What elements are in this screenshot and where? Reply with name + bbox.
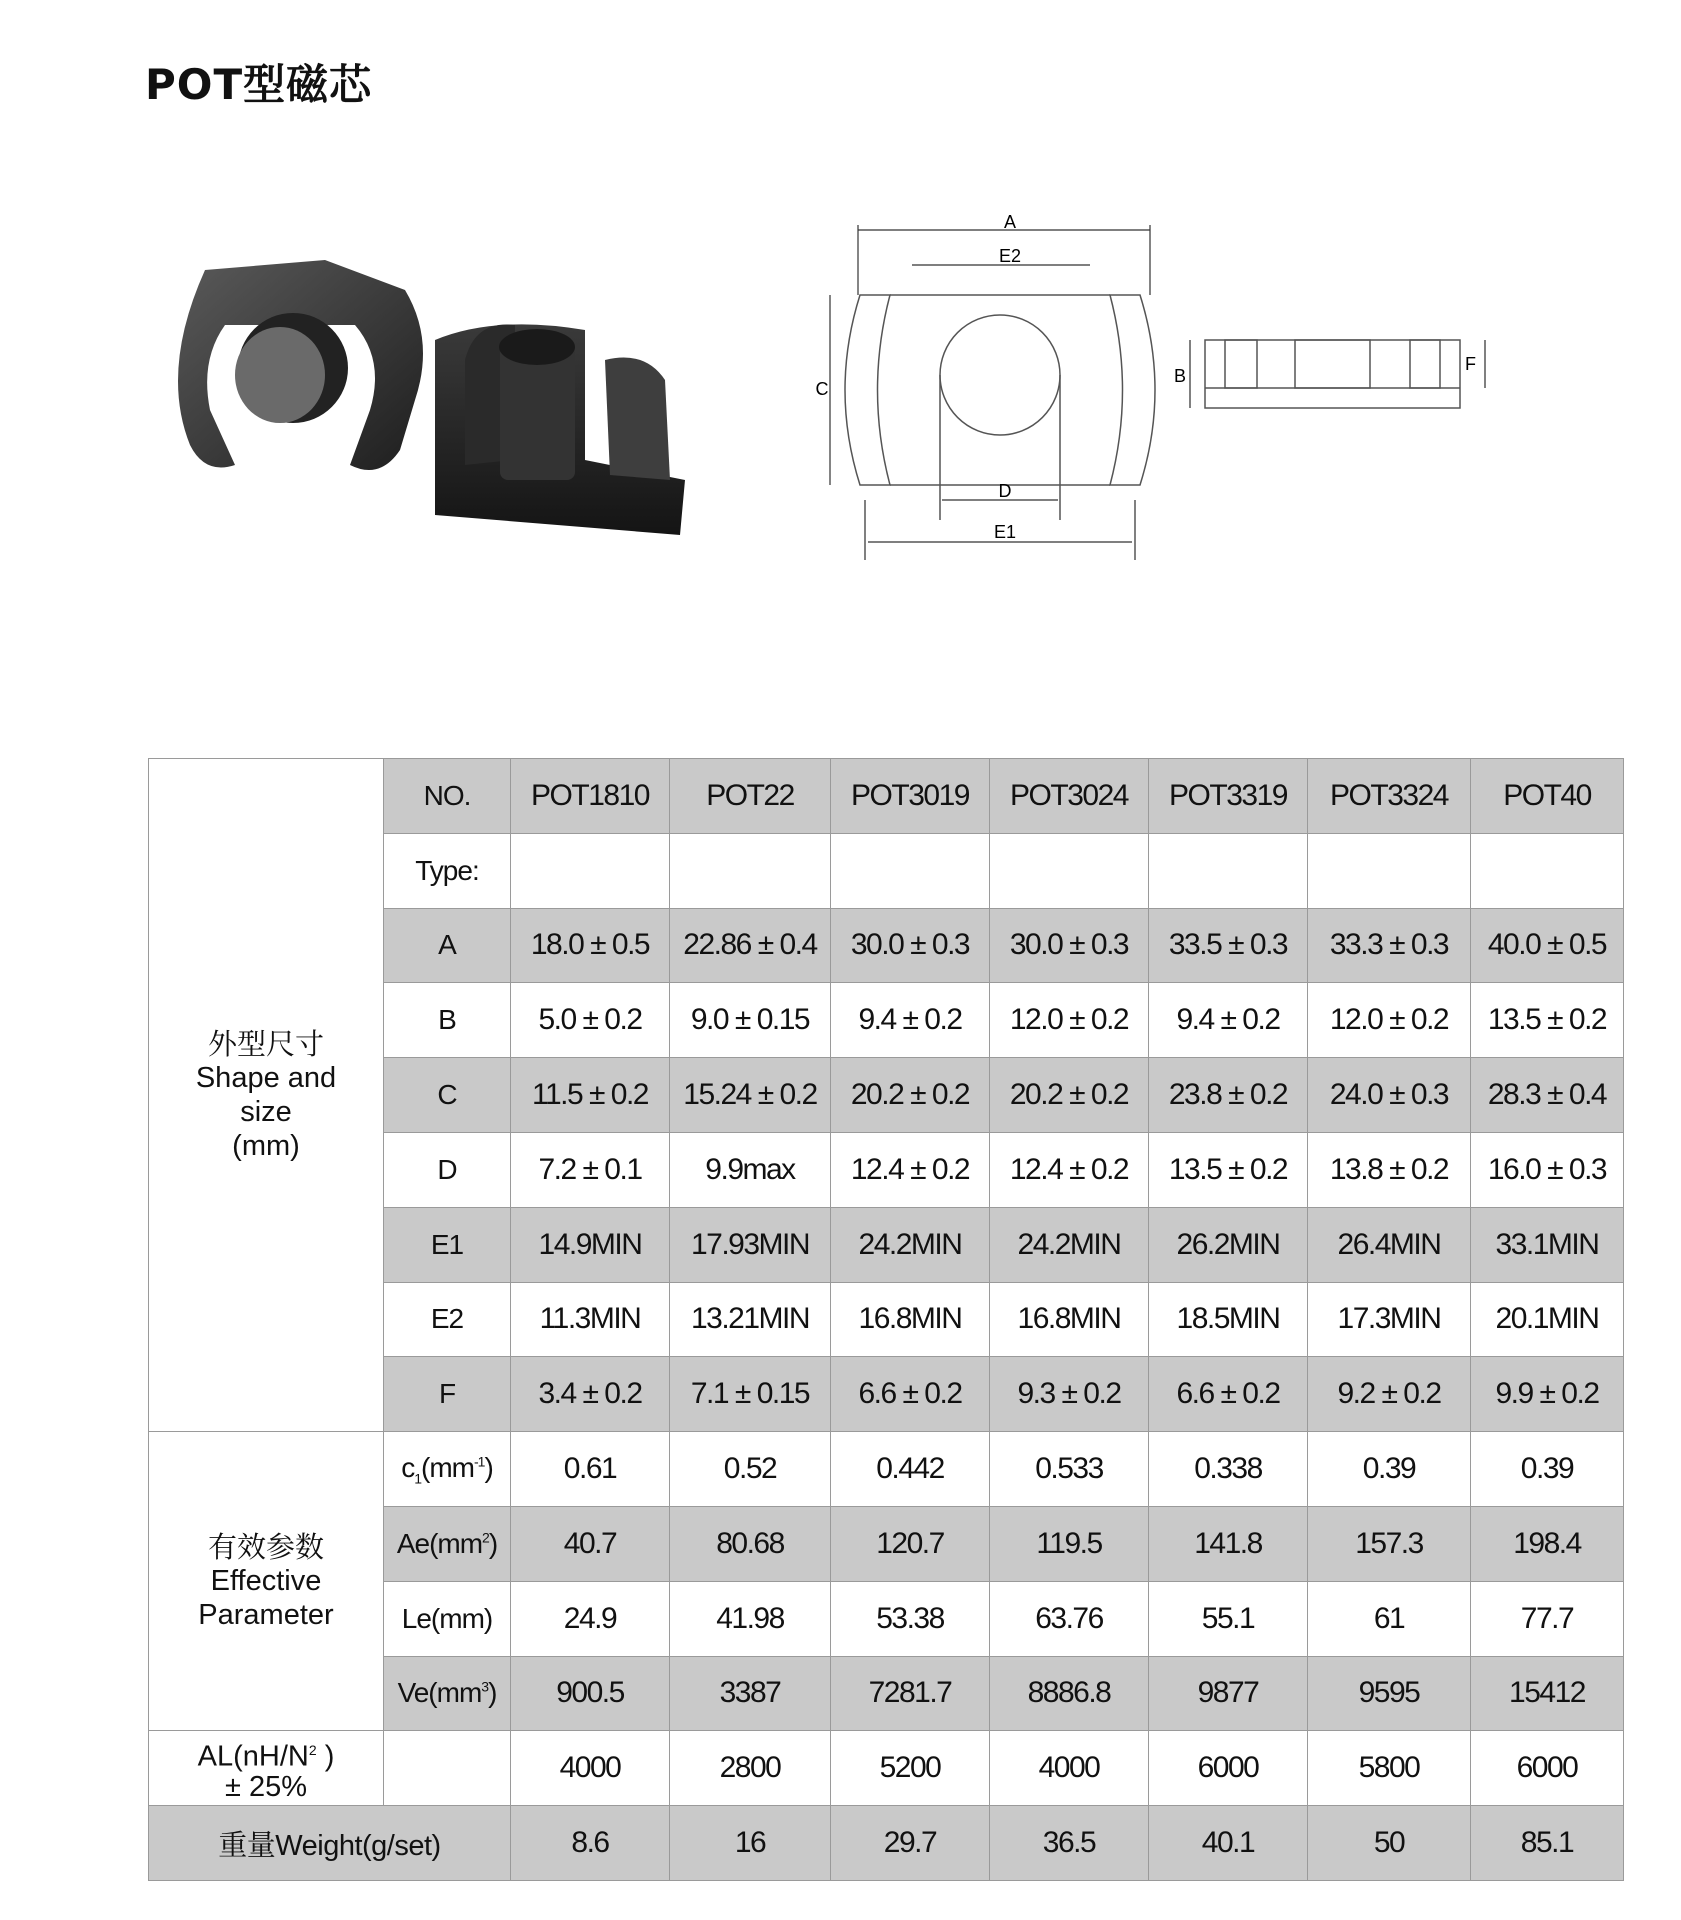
- value-cell: 11.5 ± 0.2: [511, 1058, 670, 1133]
- value-cell: 26.2MIN: [1149, 1207, 1308, 1282]
- value-cell: 119.5: [990, 1506, 1149, 1581]
- dim-label-d: D: [998, 481, 1012, 501]
- value-cell: 20.2 ± 0.2: [831, 1058, 990, 1133]
- dim-label-e2: E2: [998, 246, 1022, 266]
- value-cell: 9.4 ± 0.2: [1149, 983, 1308, 1058]
- value-cell: 77.7: [1471, 1581, 1624, 1656]
- value-cell: 9.4 ± 0.2: [831, 983, 990, 1058]
- value-cell: 7281.7: [831, 1656, 990, 1731]
- value-cell: 30.0 ± 0.3: [831, 908, 990, 983]
- value-cell: 16: [670, 1806, 831, 1881]
- value-cell: 0.533: [990, 1432, 1149, 1507]
- value-cell: 4000: [511, 1731, 670, 1806]
- value-cell: 8886.8: [990, 1656, 1149, 1731]
- value-cell: 8.6: [511, 1806, 670, 1881]
- value-cell: 6.6 ± 0.2: [1149, 1357, 1308, 1432]
- value-cell: 20.2 ± 0.2: [990, 1058, 1149, 1133]
- value-cell: 7.2 ± 0.1: [511, 1132, 670, 1207]
- value-cell: 12.0 ± 0.2: [1308, 983, 1471, 1058]
- type-cell: [1471, 833, 1624, 908]
- dim-label-f: F: [1465, 354, 1476, 374]
- effective-group-en2: Parameter: [198, 1599, 334, 1632]
- empty-cell: [384, 1731, 511, 1806]
- value-cell: 3.4 ± 0.2: [511, 1357, 670, 1432]
- param-label: A: [384, 908, 511, 983]
- type-cell: [831, 833, 990, 908]
- param-label: C: [384, 1058, 511, 1133]
- value-cell: 2800: [670, 1731, 831, 1806]
- param-label: E1: [384, 1207, 511, 1282]
- type-cell: [1308, 833, 1471, 908]
- value-cell: 23.8 ± 0.2: [1149, 1058, 1308, 1133]
- model-header: POT3019: [831, 759, 990, 834]
- value-cell: 9.2 ± 0.2: [1308, 1357, 1471, 1432]
- value-cell: 22.86 ± 0.4: [670, 908, 831, 983]
- value-cell: 9.3 ± 0.2: [990, 1357, 1149, 1432]
- value-cell: 120.7: [831, 1506, 990, 1581]
- type-cell: [670, 833, 831, 908]
- type-cell: [511, 833, 670, 908]
- value-cell: 24.2MIN: [831, 1207, 990, 1282]
- value-cell: 41.98: [670, 1581, 831, 1656]
- value-cell: 900.5: [511, 1656, 670, 1731]
- value-cell: 80.68: [670, 1506, 831, 1581]
- param-label: F: [384, 1357, 511, 1432]
- model-header: POT3024: [990, 759, 1149, 834]
- value-cell: 33.1MIN: [1471, 1207, 1624, 1282]
- value-cell: 9595: [1308, 1656, 1471, 1731]
- param-label: B: [384, 983, 511, 1058]
- value-cell: 40.0 ± 0.5: [1471, 908, 1624, 983]
- param-label: $Ae(mm^2)$: [384, 1506, 511, 1581]
- al-label: $AL(nH/N^2$ ) ± 25%: [149, 1731, 384, 1806]
- value-cell: 0.52: [670, 1432, 831, 1507]
- value-cell: 0.442: [831, 1432, 990, 1507]
- value-cell: 5800: [1308, 1731, 1471, 1806]
- model-header: POT22: [670, 759, 831, 834]
- value-cell: 24.0 ± 0.3: [1308, 1058, 1471, 1133]
- value-cell: 50: [1308, 1806, 1471, 1881]
- page-title: POT型磁芯: [145, 60, 373, 109]
- value-cell: 6000: [1471, 1731, 1624, 1806]
- shape-group-en2: size: [240, 1096, 292, 1129]
- param-label: $Ve(mm^3)$: [384, 1656, 511, 1731]
- value-cell: 0.39: [1308, 1432, 1471, 1507]
- spec-table: [148, 758, 1624, 1881]
- value-cell: 9.0 ± 0.15: [670, 983, 831, 1058]
- value-cell: 12.0 ± 0.2: [990, 983, 1149, 1058]
- value-cell: 33.5 ± 0.3: [1149, 908, 1308, 983]
- value-cell: 4000: [990, 1731, 1149, 1806]
- value-cell: 29.7: [831, 1806, 990, 1881]
- value-cell: 14.9MIN: [511, 1207, 670, 1282]
- side-view-drawing: [1174, 320, 1580, 450]
- value-cell: 13.5 ± 0.2: [1149, 1132, 1308, 1207]
- no-label: NO.: [384, 759, 511, 834]
- dim-label-e1: E1: [993, 522, 1017, 542]
- param-label: D: [384, 1132, 511, 1207]
- value-cell: 157.3: [1308, 1506, 1471, 1581]
- header-row: [149, 759, 1624, 834]
- value-cell: 40.1: [1149, 1806, 1308, 1881]
- value-cell: 85.1: [1471, 1806, 1624, 1881]
- value-cell: 0.61: [511, 1432, 670, 1507]
- value-cell: 15.24 ± 0.2: [670, 1058, 831, 1133]
- effective-group-cell: [149, 1432, 384, 1731]
- dim-label-a: A: [1003, 212, 1017, 232]
- value-cell: 9.9max: [670, 1132, 831, 1207]
- value-cell: 26.4MIN: [1308, 1207, 1471, 1282]
- value-cell: 24.2MIN: [990, 1207, 1149, 1282]
- value-cell: 6.6 ± 0.2: [831, 1357, 990, 1432]
- table-row-weight: [149, 1806, 1624, 1881]
- value-cell: 40.7: [511, 1506, 670, 1581]
- value-cell: 28.3 ± 0.4: [1471, 1058, 1624, 1133]
- value-cell: 3387: [670, 1656, 831, 1731]
- effective-group-zh: 有效参数: [207, 1530, 324, 1565]
- table-row-c1: [149, 1432, 1624, 1507]
- value-cell: 24.9: [511, 1581, 670, 1656]
- value-cell: 17.3MIN: [1308, 1282, 1471, 1357]
- table-row-al: [149, 1731, 1624, 1806]
- type-cell: [990, 833, 1149, 908]
- value-cell: 13.21MIN: [670, 1282, 831, 1357]
- value-cell: 5.0 ± 0.2: [511, 983, 670, 1058]
- value-cell: 9.9 ± 0.2: [1471, 1357, 1624, 1432]
- value-cell: 20.1MIN: [1471, 1282, 1624, 1357]
- value-cell: 16.0 ± 0.3: [1471, 1132, 1624, 1207]
- value-cell: 0.39: [1471, 1432, 1624, 1507]
- value-cell: 9877: [1149, 1656, 1308, 1731]
- shape-group-zh: 外型尺寸: [207, 1027, 324, 1062]
- param-label: Le(mm): [384, 1581, 511, 1656]
- value-cell: 198.4: [1471, 1506, 1624, 1581]
- value-cell: 12.4 ± 0.2: [990, 1132, 1149, 1207]
- value-cell: 13.5 ± 0.2: [1471, 983, 1624, 1058]
- weight-label: 重量Weight(g/set): [149, 1806, 511, 1881]
- param-label: E2: [384, 1282, 511, 1357]
- dim-label-c: C: [815, 379, 829, 399]
- value-cell: 6000: [1149, 1731, 1308, 1806]
- model-header: POT1810: [511, 759, 670, 834]
- value-cell: 33.3 ± 0.3: [1308, 908, 1471, 983]
- shape-group-cell: [149, 759, 384, 1432]
- top-view-drawing: [800, 200, 1200, 570]
- shape-group-en1: Shape and: [195, 1062, 337, 1095]
- effective-group-en1: Effective: [210, 1565, 322, 1598]
- value-cell: 12.4 ± 0.2: [831, 1132, 990, 1207]
- type-cell: [1149, 833, 1308, 908]
- value-cell: 17.93MIN: [670, 1207, 831, 1282]
- value-cell: 18.5MIN: [1149, 1282, 1308, 1357]
- dim-label-b: B: [1174, 366, 1187, 386]
- value-cell: 15412: [1471, 1656, 1624, 1731]
- value-cell: 0.338: [1149, 1432, 1308, 1507]
- value-cell: 18.0 ± 0.5: [511, 908, 670, 983]
- model-header: POT40: [1471, 759, 1624, 834]
- param-label: $c_1(mm^{-1})$: [384, 1432, 511, 1507]
- value-cell: 53.38: [831, 1581, 990, 1656]
- value-cell: 55.1: [1149, 1581, 1308, 1656]
- model-header: POT3319: [1149, 759, 1308, 834]
- value-cell: 36.5: [990, 1806, 1149, 1881]
- value-cell: 13.8 ± 0.2: [1308, 1132, 1471, 1207]
- value-cell: 30.0 ± 0.3: [990, 908, 1149, 983]
- value-cell: 11.3MIN: [511, 1282, 670, 1357]
- value-cell: 61: [1308, 1581, 1471, 1656]
- value-cell: 7.1 ± 0.15: [670, 1357, 831, 1432]
- value-cell: 16.8MIN: [990, 1282, 1149, 1357]
- value-cell: 5200: [831, 1731, 990, 1806]
- shape-group-unit: (mm): [232, 1130, 300, 1163]
- value-cell: 16.8MIN: [831, 1282, 990, 1357]
- model-header: POT3324: [1308, 759, 1471, 834]
- al-tolerance: ± 25%: [224, 1770, 307, 1803]
- value-cell: 141.8: [1149, 1506, 1308, 1581]
- pot-core-photo: [165, 250, 685, 550]
- type-label: Type:: [384, 833, 511, 908]
- value-cell: 63.76: [990, 1581, 1149, 1656]
